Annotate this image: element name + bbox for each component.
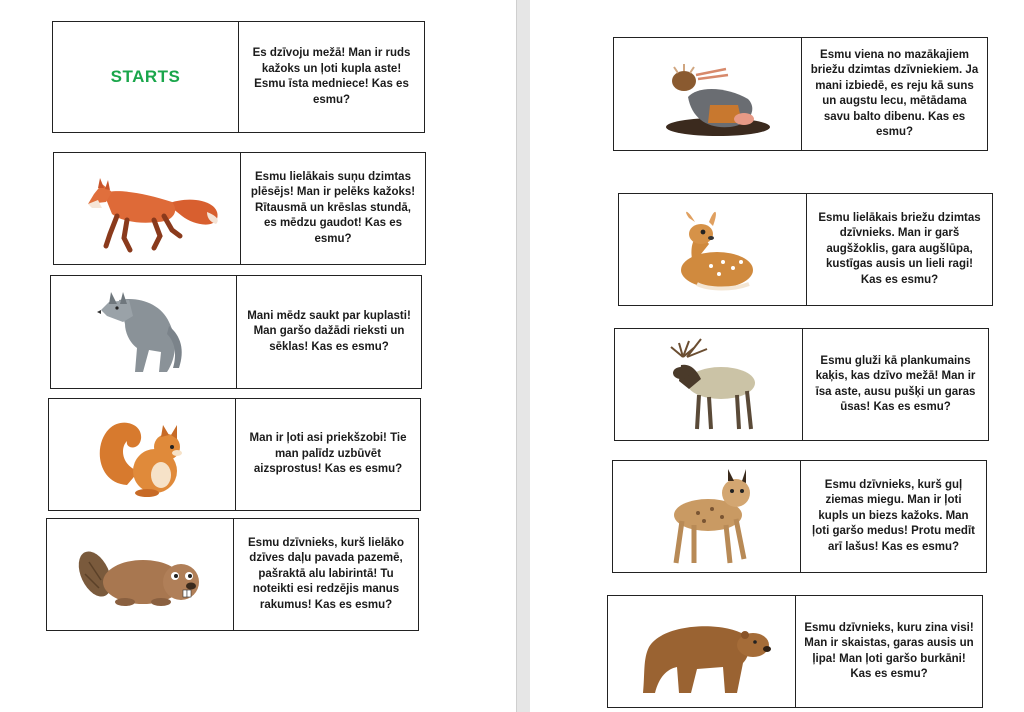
card-riddle-text: Esmu lielākais suņu dzimtas plēsējs! Man ir pelēks kažoks! Rītausmā un krēslas stundā, es mēdzu gaudot! Kas es esmu?: [250, 170, 416, 245]
card-riddle-text: Mani mēdz saukt par kuplasti! Man garšo dažādi rieksti un sēklas! Kas es esmu?: [247, 309, 411, 353]
bear-icon: [627, 607, 777, 697]
lynx-icon: [652, 463, 762, 571]
starts-label: STARTS: [110, 67, 181, 86]
card-image-cell: [53, 22, 239, 132]
card-riddle-text: Esmu dzīvnieks, kuru zina visi! Man ir skaistas, garas ausis un ļipa! Man ļoti garšo burkāni! Kas es esmu?: [804, 621, 974, 680]
card-image-cell: [615, 329, 803, 440]
card-riddle-text: Esmu lielākais briežu dzimtas dzīvnieks. Man ir garš augšžoklis, gara augšlūpa, kustīgas ausis un lieli ragi! Kas es esmu?: [818, 211, 981, 286]
card-image-cell: [47, 519, 234, 630]
card-image-cell: [613, 461, 801, 572]
domino-card-fox: [53, 152, 426, 265]
card-riddle-text: Man ir ļoti asi priekšzobi! Tie man palīdz uzbūvēt aizsprostus! Kas es esmu?: [249, 432, 407, 476]
domino-card-roe-deer: [618, 193, 993, 306]
card-image-cell: [619, 194, 807, 305]
domino-card-wolf: [50, 275, 422, 389]
mole-icon: [638, 49, 778, 139]
domino-card-squirrel: [48, 398, 421, 511]
squirrel-icon: [87, 405, 197, 505]
wolf-icon: [89, 282, 199, 382]
card-riddle-text: Esmu gluži kā plankumains kaķis, kas dzīvo mežā! Man ir īsa aste, ausu pušķi un garas ūsas! Kas es esmu?: [815, 354, 976, 413]
card-image-cell: [54, 153, 241, 264]
fox-icon: [72, 164, 222, 254]
domino-card-beaver: [46, 518, 419, 631]
card-riddle-text: Esmu dzīvnieks, kurš lielāko dzīves daļu pavada pazemē, pašraktā alu labirintā! Tu noteikti esi redzējis manus rakumus! Kas es esmu?: [248, 536, 404, 611]
card-riddle-text: Esmu dzīvnieks, kurš guļ ziemas miegu. Man ir ļoti kupls un biezs kažoks. Man ļoti garšo medus! Protu medīt arī lašus! Kas es esmu?: [812, 478, 975, 553]
card-image-cell: [51, 276, 237, 388]
roe-deer-icon: [653, 200, 773, 300]
domino-card-start: [52, 21, 425, 133]
card-riddle-text: Es dzīvoju mežā! Man ir ruds kažoks un ļoti kupla aste! Esmu īsta medniece! Kas es esmu?: [252, 47, 411, 106]
domino-card-mole: [613, 37, 988, 151]
page-gutter: [516, 0, 530, 712]
card-image-cell: [49, 399, 236, 510]
domino-card-bear: [607, 595, 983, 708]
card-riddle-text: Esmu viena no mazākajiem briežu dzimtas dzīvniekiem. Ja mani izbiedē, es reju kā suns un augstu lecu, mētādama savu balto dibenu. Kas es esmu?: [810, 48, 979, 138]
beaver-icon: [65, 530, 215, 620]
elk-icon: [649, 335, 769, 435]
card-image-cell: [608, 596, 796, 707]
domino-card-elk: [614, 328, 989, 441]
domino-card-lynx: [612, 460, 987, 573]
card-image-cell: [614, 38, 802, 150]
